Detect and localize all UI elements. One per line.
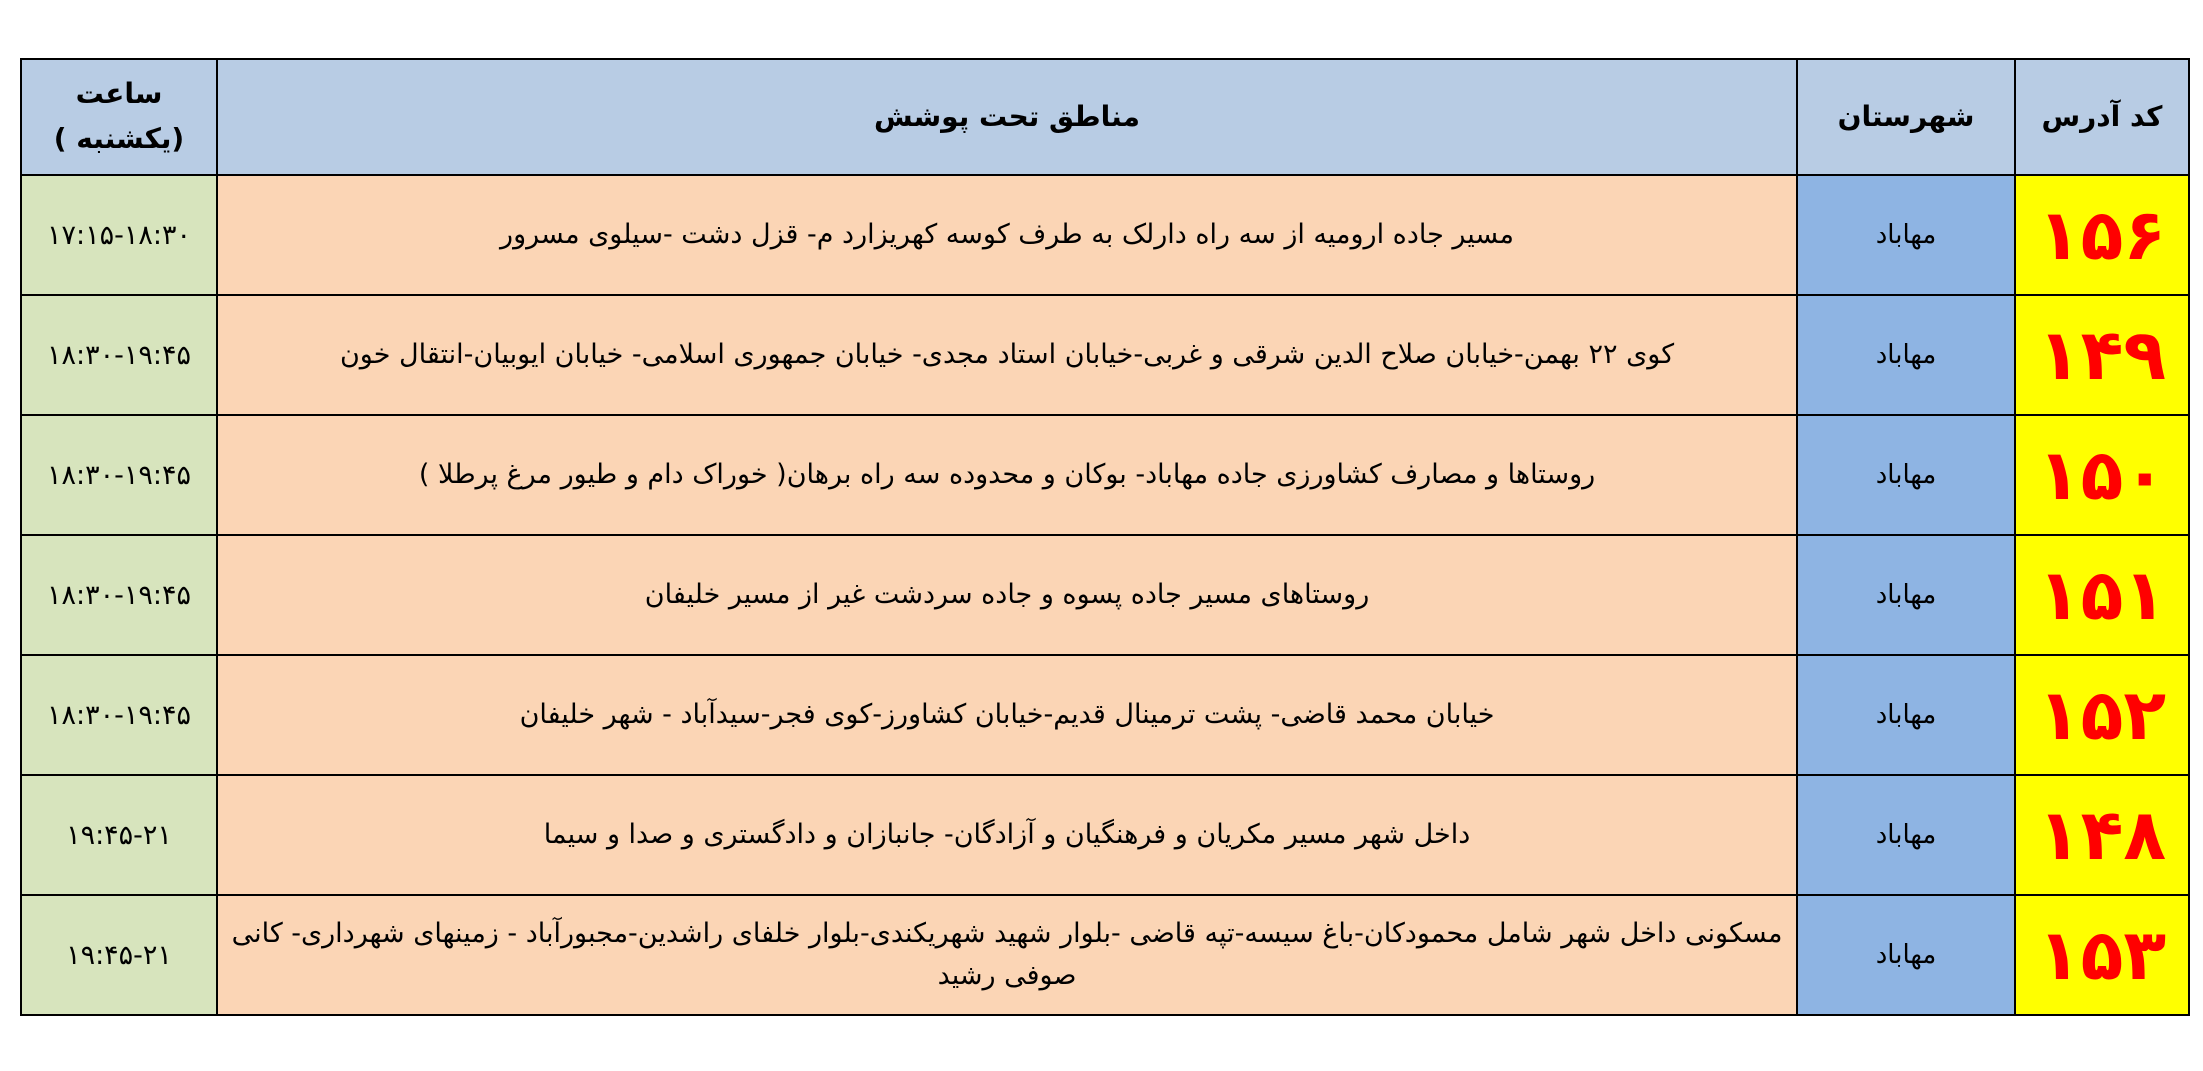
covered-areas-cell: داخل شهر مسیر مکریان و فرهنگیان و آزادگان- جانبازان و دادگستری و صدا و سیما bbox=[217, 775, 1797, 895]
table-row bbox=[21, 415, 2189, 535]
time-cell bbox=[21, 655, 217, 775]
time-range: ۱۹:۴۵-۲۱ bbox=[66, 939, 172, 971]
table-header-row bbox=[21, 59, 2189, 175]
county-cell: مهاباد bbox=[1797, 295, 2015, 415]
outage-schedule-table bbox=[20, 58, 2190, 1016]
time-cell bbox=[21, 775, 217, 895]
county-cell: مهاباد bbox=[1797, 415, 2015, 535]
address-code-cell: ۱۴۸ bbox=[2015, 775, 2189, 895]
header-covered-areas: مناطق تحت پوشش bbox=[217, 59, 1797, 175]
header-time-label: ساعت bbox=[75, 77, 163, 111]
header-time bbox=[21, 59, 217, 175]
covered-areas-cell: کوی ۲۲ بهمن-خیابان صلاح الدین شرقی و غربی-خیابان استاد مجدی- خیابان جمهوری اسلامی- خیابان ایوبیان-انتقال خون bbox=[217, 295, 1797, 415]
time-cell bbox=[21, 295, 217, 415]
time-range: ۱۹:۴۵-۲۱ bbox=[66, 819, 172, 851]
header-time-day: (یکشنبه ) bbox=[53, 122, 185, 155]
time-range: ۱۸:۳۰-۱۹:۴۵ bbox=[47, 699, 191, 731]
county-cell: مهاباد bbox=[1797, 775, 2015, 895]
table-row bbox=[21, 895, 2189, 1015]
covered-areas-cell: روستاهای مسیر جاده پسوه و جاده سردشت غیر از مسیر خلیفان bbox=[217, 535, 1797, 655]
covered-areas-cell: مسکونی داخل شهر شامل محمودکان-باغ سیسه-تپه قاضی -بلوار شهید شهریکندی-بلوار خلفای راشدین-مجبورآباد - زمینهای شهرداری- کانی صوفی رشید bbox=[217, 895, 1797, 1015]
table-row bbox=[21, 535, 2189, 655]
header-address-code: کد آدرس bbox=[2015, 59, 2189, 175]
header-county: شهرستان bbox=[1797, 59, 2015, 175]
time-cell bbox=[21, 415, 217, 535]
address-code-cell: ۱۵۰ bbox=[2015, 415, 2189, 535]
covered-areas-cell: خیابان محمد قاضی- پشت ترمینال قدیم-خیابان کشاورز-کوی فجر-سیدآباد - شهر خلیفان bbox=[217, 655, 1797, 775]
time-cell bbox=[21, 175, 217, 295]
county-cell: مهاباد bbox=[1797, 175, 2015, 295]
address-code-cell: ۱۴۹ bbox=[2015, 295, 2189, 415]
table-row bbox=[21, 655, 2189, 775]
address-code-cell: ۱۵۳ bbox=[2015, 895, 2189, 1015]
county-cell: مهاباد bbox=[1797, 535, 2015, 655]
table-row bbox=[21, 295, 2189, 415]
address-code-cell: ۱۵۶ bbox=[2015, 175, 2189, 295]
time-range: ۱۸:۳۰-۱۹:۴۵ bbox=[47, 459, 191, 491]
outage-schedule-sheet bbox=[22, 58, 2190, 1016]
time-range: ۱۸:۳۰-۱۹:۴۵ bbox=[47, 339, 191, 371]
table-row bbox=[21, 175, 2189, 295]
covered-areas-cell: روستاها و مصارف کشاورزی جاده مهاباد- بوکان و محدوده سه راه برهان( خوراک دام و طیور مرغ پرطلا ) bbox=[217, 415, 1797, 535]
time-range: ۱۷:۱۵-۱۸:۳۰ bbox=[47, 219, 191, 251]
time-cell bbox=[21, 535, 217, 655]
covered-areas-cell: مسیر جاده ارومیه از سه راه دارلک به طرف کوسه کهریزارد م- قزل دشت -سیلوی مسرور bbox=[217, 175, 1797, 295]
county-cell: مهاباد bbox=[1797, 655, 2015, 775]
county-cell: مهاباد bbox=[1797, 895, 2015, 1015]
address-code-cell: ۱۵۲ bbox=[2015, 655, 2189, 775]
address-code-cell: ۱۵۱ bbox=[2015, 535, 2189, 655]
table-row bbox=[21, 775, 2189, 895]
time-cell bbox=[21, 895, 217, 1015]
time-range: ۱۸:۳۰-۱۹:۴۵ bbox=[47, 579, 191, 611]
